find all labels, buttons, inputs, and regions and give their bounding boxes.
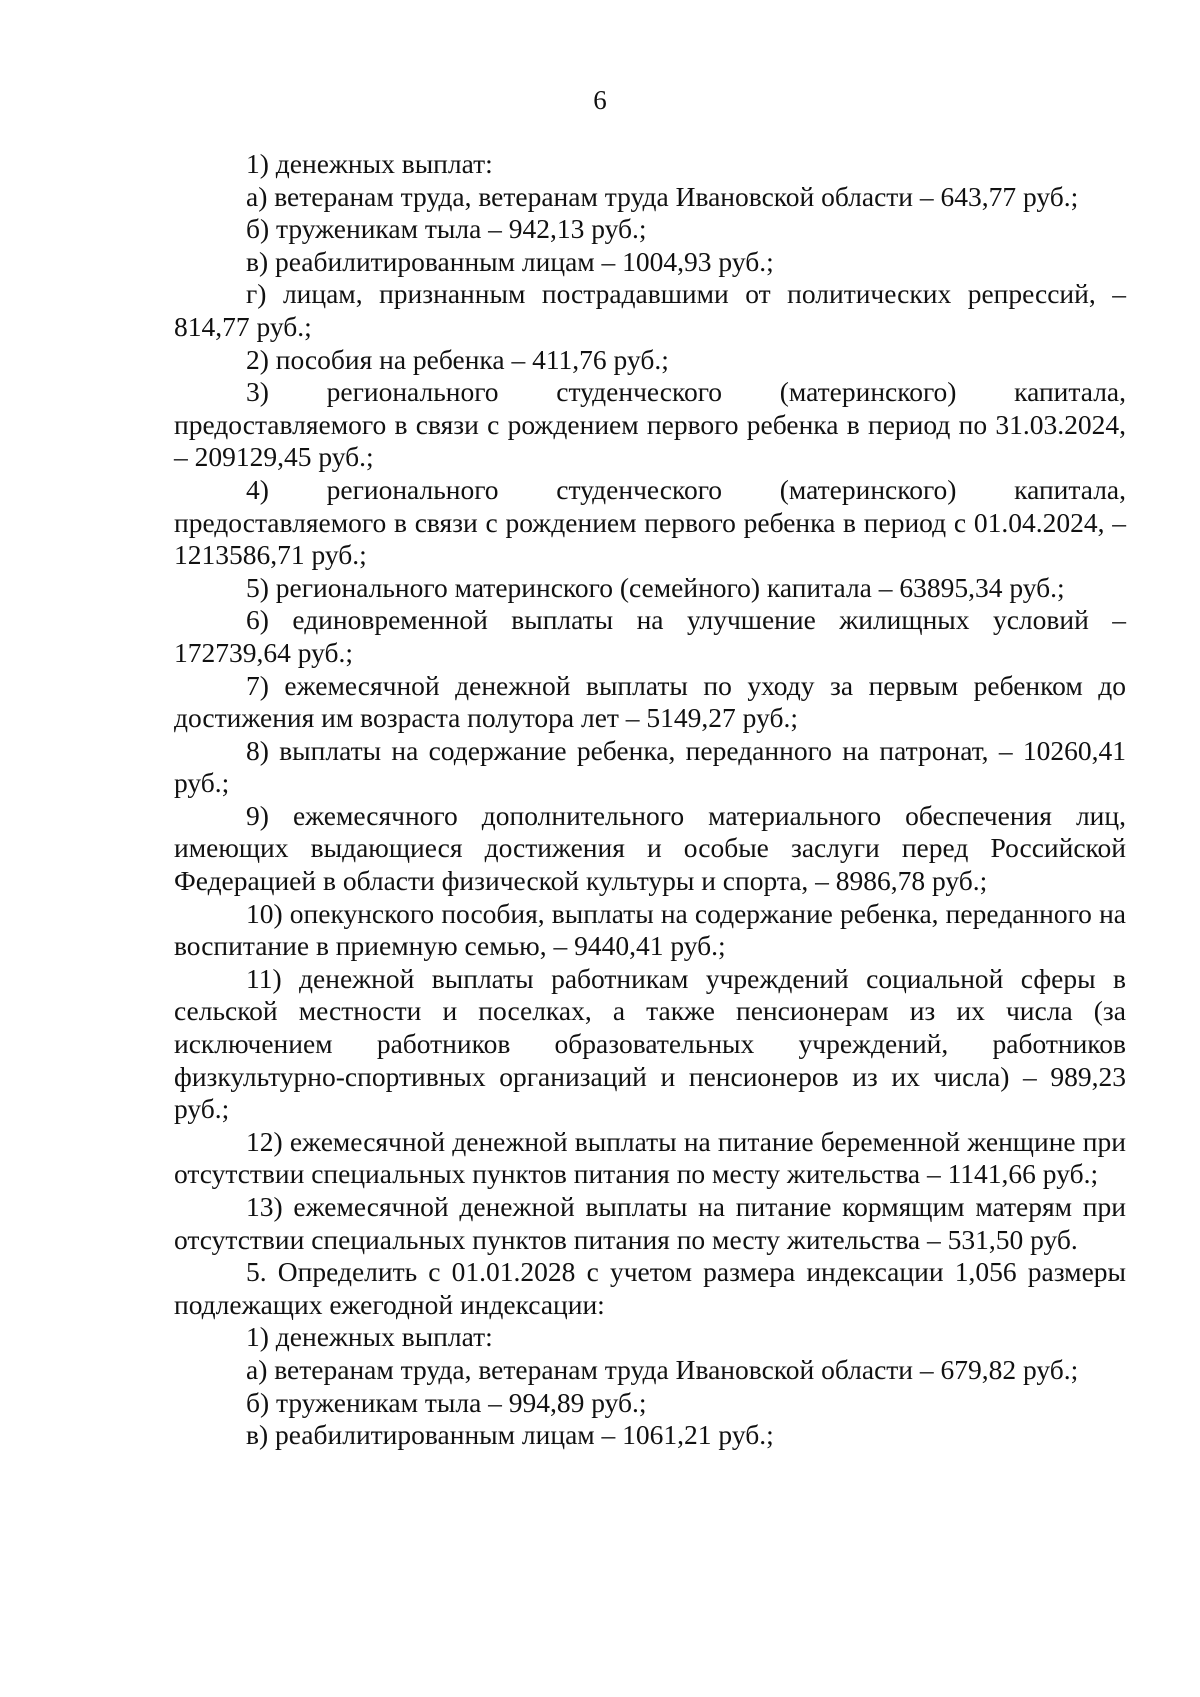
paragraph: 6) единовременной выплаты на улучшение жилищных условий – 172739,64 руб.; bbox=[174, 604, 1126, 668]
paragraph: 7) ежемесячной денежной выплаты по уходу за первым ребенком до достижения им возраста полутора лет – 5149,27 руб.; bbox=[174, 669, 1126, 734]
paragraph: 1) денежных выплат: bbox=[246, 1321, 493, 1353]
paragraph: г) лицам, признанным пострадавшими от политических репрессий, – 814,77 руб.; bbox=[174, 278, 1126, 342]
paragraph: в) реабилитированным лицам – 1004,93 руб.; bbox=[246, 245, 774, 277]
paragraph: б) труженикам тыла – 994,89 руб.; bbox=[246, 1386, 647, 1418]
paragraph: 11) денежной выплаты работникам учреждений социальной сферы в сельской местности и поселках, а также пенсионерам из их числа (за исключением работников образовательных учреждений, работников физкультурно-спортивных организаций и пенсионеров из их числа) – 989,23 руб.; bbox=[174, 962, 1126, 1125]
paragraph: б) труженикам тыла – 942,13 руб.; bbox=[246, 213, 647, 245]
paragraph: 5. Определить с 01.01.2028 с учетом размера индексации 1,056 размеры подлежащих ежегодной индексации: bbox=[174, 1256, 1126, 1320]
paragraph: 8) выплаты на содержание ребенка, переданного на патронат, – 10260,41 руб.; bbox=[174, 734, 1126, 799]
page-number: 6 bbox=[593, 85, 607, 115]
paragraph: 3) регионального студенческого (материнского) капитала, предоставляемого в связи с рождением первого ребенка в период по 31.03.2024, – 209129,45 руб.; bbox=[174, 376, 1126, 473]
paragraph: а) ветеранам труда, ветеранам труда Ивановской области – 643,77 руб.; bbox=[246, 180, 1079, 212]
paragraph: 2) пособия на ребенка – 411,76 руб.; bbox=[246, 343, 669, 375]
paragraph: 5) регионального материнского (семейного) капитала – 63895,34 руб.; bbox=[246, 571, 1065, 603]
document-body bbox=[174, 148, 1126, 1452]
paragraph: 9) ежемесячного дополнительного материального обеспечения лиц, имеющих выдающиеся достижения и особые заслуги перед Российской Федерацией в области физической культуры и спорта, – 8986,78 руб.; bbox=[174, 799, 1126, 897]
paragraph: 4) регионального студенческого (материнского) капитала, предоставляемого в связи с рождением первого ребенка в период с 01.04.2024, – 1213586,71 руб.; bbox=[174, 473, 1126, 571]
paragraph: 1) денежных выплат: bbox=[246, 148, 493, 179]
paragraph: 13) ежемесячной денежной выплаты на питание кормящим матерям при отсутствии специальных пунктов питания по месту жительства – 531,50 руб. bbox=[174, 1191, 1126, 1255]
paragraph: 12) ежемесячной денежной выплаты на питание беременной женщине при отсутствии специальных пунктов питания по месту жительства – 1141,66 руб.; bbox=[174, 1125, 1126, 1190]
paragraph: а) ветеранам труда, ветеранам труда Ивановской области – 679,82 руб.; bbox=[246, 1353, 1079, 1385]
paragraph: 10) опекунского пособия, выплаты на содержание ребенка, переданного на воспитание в приемную семью, – 9440,41 руб.; bbox=[174, 897, 1126, 962]
paragraph: в) реабилитированным лицам – 1061,21 руб.; bbox=[246, 1419, 774, 1451]
